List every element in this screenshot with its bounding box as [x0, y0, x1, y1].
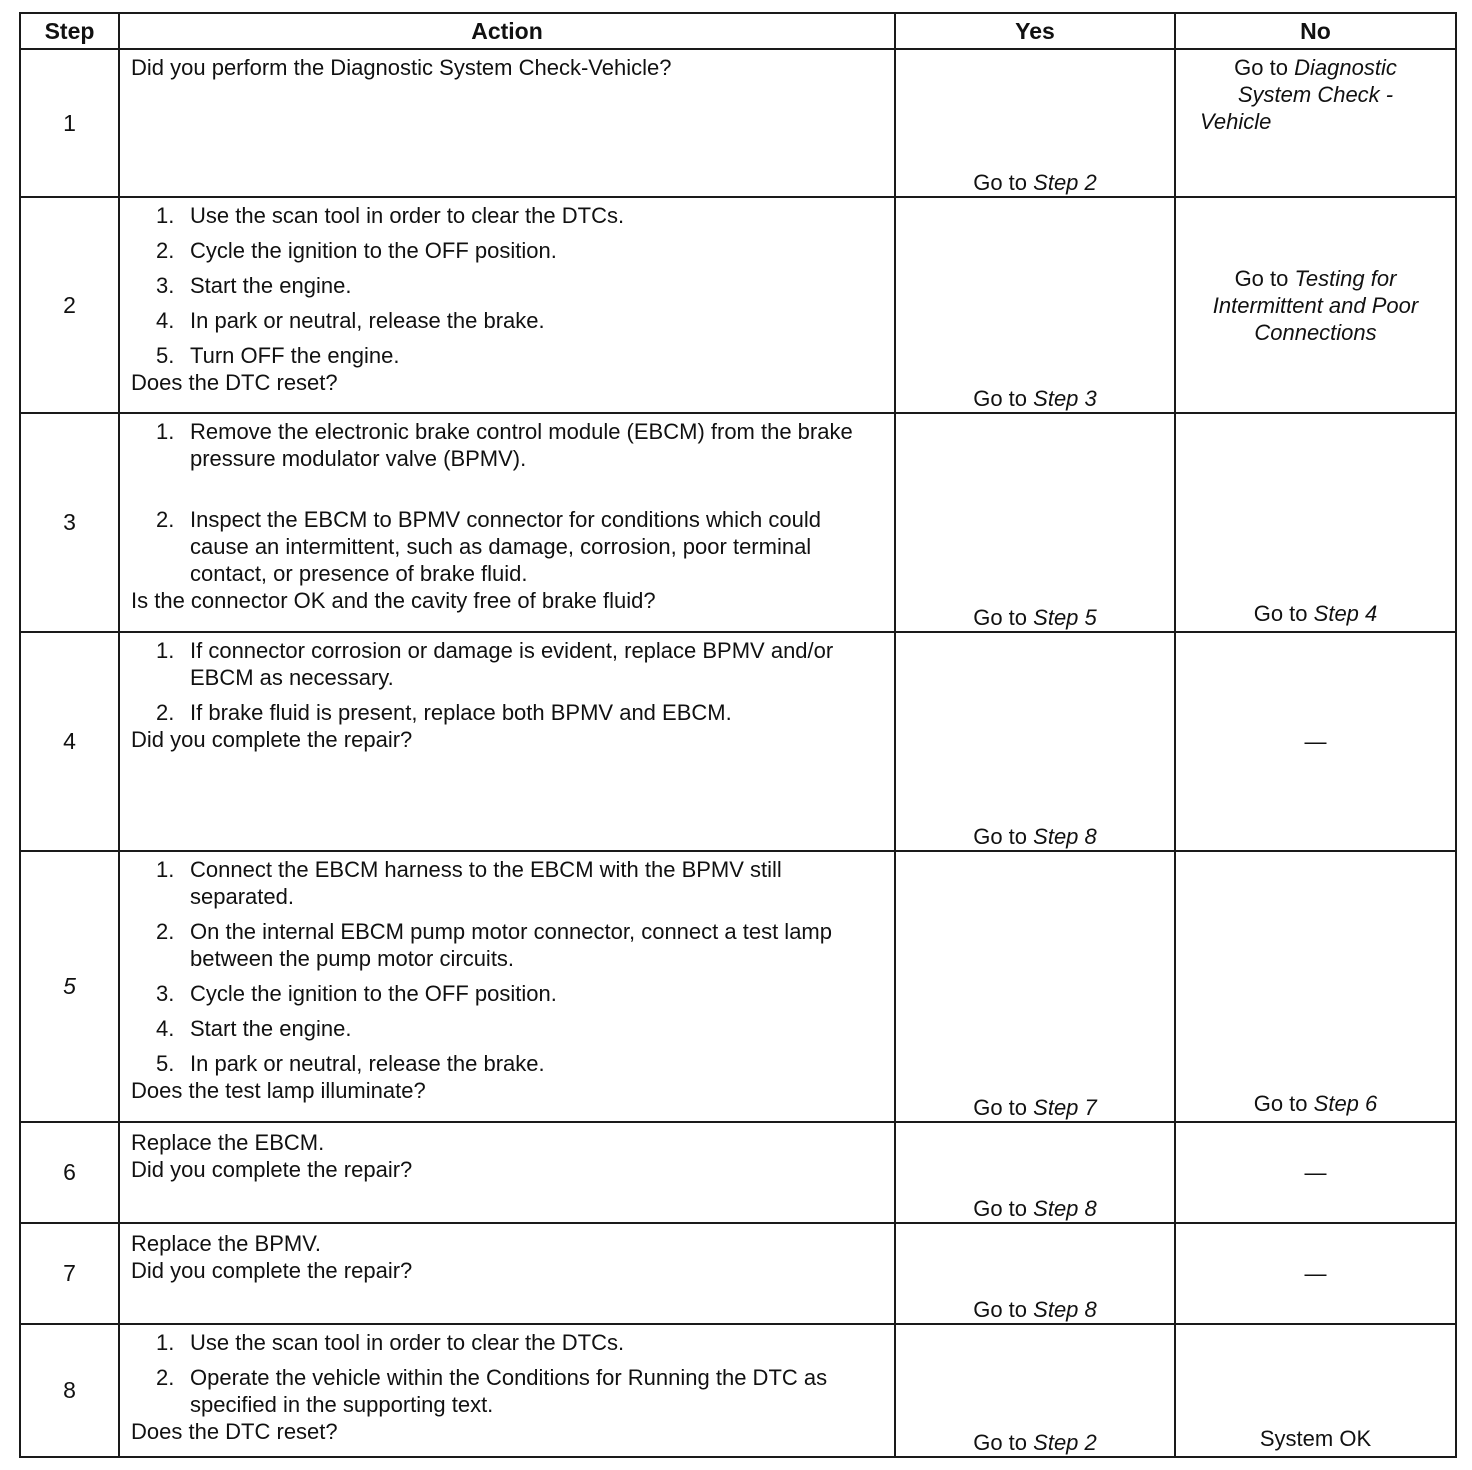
yes-cell — [895, 197, 1175, 413]
goto-prefix: Go to — [973, 1095, 1028, 1120]
yes-cell — [895, 1223, 1175, 1324]
list-item: 4. Start the engine. — [156, 1016, 352, 1041]
goto-target: Step 8 — [1033, 1196, 1097, 1221]
header-step: Step — [20, 13, 119, 49]
action-cell — [119, 197, 895, 413]
list-item: 1. Use the scan tool in order to clear the DTCs. — [156, 203, 625, 228]
question-text: Does the DTC reset? — [131, 1419, 338, 1444]
yes-cell — [895, 1324, 1175, 1457]
goto-target: Step 8 — [1033, 1297, 1097, 1322]
goto-target: Step 5 — [1033, 605, 1097, 630]
goto-target: Step 8 — [1033, 824, 1097, 849]
action-cell — [119, 49, 895, 197]
list-item: 3. Start the engine. — [156, 273, 352, 298]
action-cell — [119, 632, 895, 851]
list-item: 1. Connect the EBCM harness to the EBCM with the BPMV still separated. — [156, 857, 782, 909]
action-cell — [119, 1324, 895, 1457]
yes-cell — [895, 851, 1175, 1122]
question-text: Does the test lamp illuminate? — [131, 1078, 426, 1103]
empty-dash: — — [1304, 1160, 1327, 1185]
list-item: 5. In park or neutral, release the brake. — [156, 1051, 545, 1076]
action-list — [131, 856, 884, 1077]
no-cell — [1175, 1122, 1456, 1223]
header-yes: Yes — [895, 13, 1175, 49]
table-row — [20, 1223, 1456, 1324]
step-number: 4 — [20, 632, 119, 851]
goto-prefix: Go to — [973, 386, 1028, 411]
action-text: Replace the EBCM. — [131, 1130, 325, 1155]
list-item: 1. Use the scan tool in order to clear the DTCs. — [156, 1330, 625, 1355]
goto-prefix: Go to — [973, 1430, 1028, 1455]
no-cell — [1175, 1324, 1456, 1457]
goto-target: Step 2 — [1033, 1430, 1097, 1455]
action-list — [131, 1329, 884, 1418]
action-list — [131, 418, 884, 587]
step-number: 1 — [20, 49, 119, 197]
no-cell — [1175, 851, 1456, 1122]
table-row — [20, 632, 1456, 851]
table-row — [20, 197, 1456, 413]
action-cell — [119, 413, 895, 632]
question-text: Is the connector OK and the cavity free of brake fluid? — [131, 588, 656, 613]
goto-prefix: Go to — [973, 824, 1028, 849]
header-action: Action — [119, 13, 895, 49]
list-item: 4. In park or neutral, release the brake. — [156, 308, 545, 333]
goto-target: Testing for — [1294, 265, 1397, 291]
table-row — [20, 49, 1456, 197]
empty-dash: — — [1304, 729, 1327, 754]
goto-prefix: Go to — [1234, 55, 1288, 80]
goto-target: Step 4 — [1313, 601, 1378, 626]
no-cell — [1175, 197, 1456, 413]
list-item: 2. Inspect the EBCM to BPMV connector for conditions which could cause an intermittent, such as damage, corrosion, poor terminal contact, or presence of brake fluid. — [156, 507, 821, 586]
list-item: 5. Turn OFF the engine. — [156, 343, 400, 368]
list-item: 2. Cycle the ignition to the OFF position. — [156, 238, 557, 263]
goto-prefix: Go to — [973, 605, 1028, 630]
goto-target: Diagnostic — [1294, 55, 1397, 80]
goto-prefix: Go to — [1253, 1091, 1308, 1116]
step-number: 6 — [20, 1122, 119, 1223]
goto-target: Step 3 — [1033, 386, 1097, 411]
question-text: Does the DTC reset? — [131, 370, 338, 395]
step-number: 8 — [20, 1324, 119, 1457]
no-cell — [1175, 413, 1456, 632]
goto-prefix: Go to — [973, 1196, 1028, 1221]
list-item: 2. Operate the vehicle within the Conditions for Running the DTC as specified in the supporting text. — [156, 1365, 828, 1417]
table-row — [20, 1122, 1456, 1223]
step-number: 2 — [20, 197, 119, 413]
step-number: 5 — [20, 851, 119, 1122]
yes-cell — [895, 1122, 1175, 1223]
question-text: Did you complete the repair? — [131, 1258, 413, 1283]
goto-target: Vehicle — [1200, 109, 1272, 134]
goto-prefix: Go to — [1234, 265, 1289, 291]
table-row — [20, 1324, 1456, 1457]
goto-prefix: Go to — [973, 1297, 1028, 1322]
goto-target: Intermittent and Poor — [1212, 292, 1419, 318]
empty-dash: — — [1304, 1261, 1327, 1286]
table-row — [20, 851, 1456, 1122]
action-cell — [119, 1223, 895, 1324]
goto-target: Step 6 — [1313, 1091, 1378, 1116]
action-cell — [119, 851, 895, 1122]
goto-prefix: Go to — [973, 170, 1028, 195]
goto-target: Step 7 — [1033, 1095, 1097, 1120]
no-cell — [1175, 49, 1456, 197]
yes-cell — [895, 413, 1175, 632]
header-no: No — [1175, 13, 1456, 49]
step-number: 7 — [20, 1223, 119, 1324]
action-list — [131, 202, 884, 369]
no-cell — [1175, 1223, 1456, 1324]
goto-prefix: Go to — [1253, 601, 1308, 626]
no-cell — [1175, 632, 1456, 851]
list-item: 1. If connector corrosion or damage is evident, replace BPMV and/or EBCM as necessary. — [156, 638, 834, 690]
goto-target: Step 2 — [1033, 170, 1097, 195]
goto-target: System Check - — [1237, 82, 1394, 107]
step-number: 3 — [20, 413, 119, 632]
diagnostic-table — [19, 12, 1457, 1458]
list-item: 2. If brake fluid is present, replace both BPMV and EBCM. — [156, 700, 732, 725]
action-list — [131, 637, 884, 726]
table-row — [20, 413, 1456, 632]
action-text: Replace the BPMV. — [131, 1231, 321, 1256]
question-text: Did you complete the repair? — [131, 727, 413, 752]
list-item: 3. Cycle the ignition to the OFF position. — [156, 981, 557, 1006]
question-text: Did you perform the Diagnostic System Check-Vehicle? — [131, 55, 672, 80]
yes-cell — [895, 632, 1175, 851]
system-ok-text: System OK — [1259, 1426, 1372, 1451]
header-row — [20, 13, 1456, 49]
list-item: 2. On the internal EBCM pump motor connector, connect a test lamp between the pump motor circuits. — [156, 919, 832, 971]
goto-target: Connections — [1254, 319, 1377, 345]
list-item: 1. Remove the electronic brake control module (EBCM) from the brake pressure modulator valve (BPMV). — [156, 419, 853, 471]
action-cell — [119, 1122, 895, 1223]
yes-cell — [895, 49, 1175, 197]
question-text: Did you complete the repair? — [131, 1157, 413, 1182]
